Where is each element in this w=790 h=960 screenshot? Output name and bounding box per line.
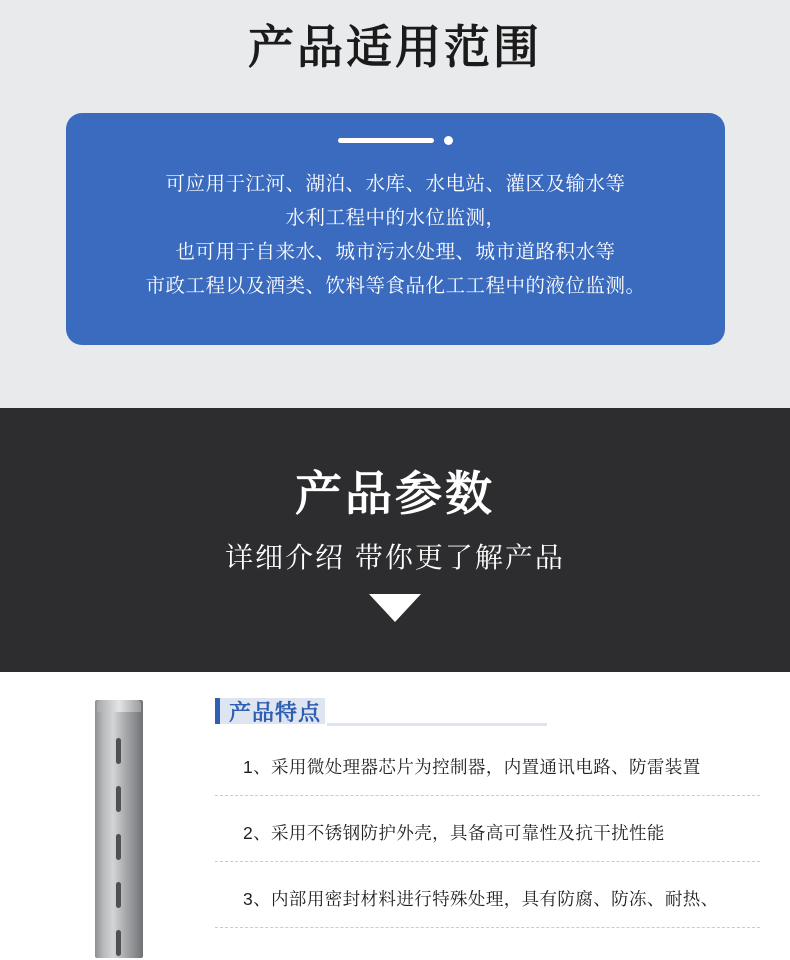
features-heading-label: 产品特点	[229, 700, 322, 725]
params-title: 产品参数	[295, 467, 495, 520]
features-section	[0, 672, 790, 960]
list-item: 1、采用微处理器芯片为控制器，内置通讯电路、防雷装置	[215, 730, 760, 796]
decoration-bar-icon	[338, 138, 434, 143]
heading-rule	[327, 723, 547, 726]
scope-line: 可应用于江河、湖泊、水库、水电站、灌区及输水等	[165, 173, 626, 195]
params-banner	[0, 408, 790, 672]
scope-line: 市政工程以及酒类、饮料等食品化工工程中的液位监测。	[145, 275, 646, 297]
features-heading	[215, 696, 760, 730]
scope-line: 也可用于自来水、城市污水处理、城市道路积水等	[175, 241, 616, 263]
params-subtitle: 详细介绍 带你更了解产品	[225, 542, 565, 573]
sensor-slot	[116, 834, 121, 860]
scope-line: 水利工程中的水位监测，	[285, 207, 506, 229]
page-title: 产品适用范围	[248, 21, 542, 73]
features-list	[215, 730, 760, 928]
decoration-dot-icon	[444, 136, 453, 145]
sensor-slot	[116, 882, 121, 908]
sensor-slot	[116, 738, 121, 764]
card-decoration	[66, 113, 725, 145]
features-panel	[215, 696, 760, 928]
heading-accent-bar	[215, 698, 220, 724]
triangle-down-icon	[369, 594, 421, 622]
scope-text-block	[66, 167, 725, 303]
sensor-slot	[116, 930, 121, 956]
sensor-slot	[116, 786, 121, 812]
scope-card	[66, 113, 725, 345]
product-photo	[95, 700, 149, 958]
sensor-rod-cap	[97, 700, 141, 712]
list-item: 2、采用不锈钢防护外壳，具备高可靠性及抗干扰性能	[215, 796, 760, 862]
list-item: 3、内部用密封材料进行特殊处理，具有防腐、防冻、耐热、	[215, 862, 760, 928]
scope-section	[0, 0, 790, 408]
